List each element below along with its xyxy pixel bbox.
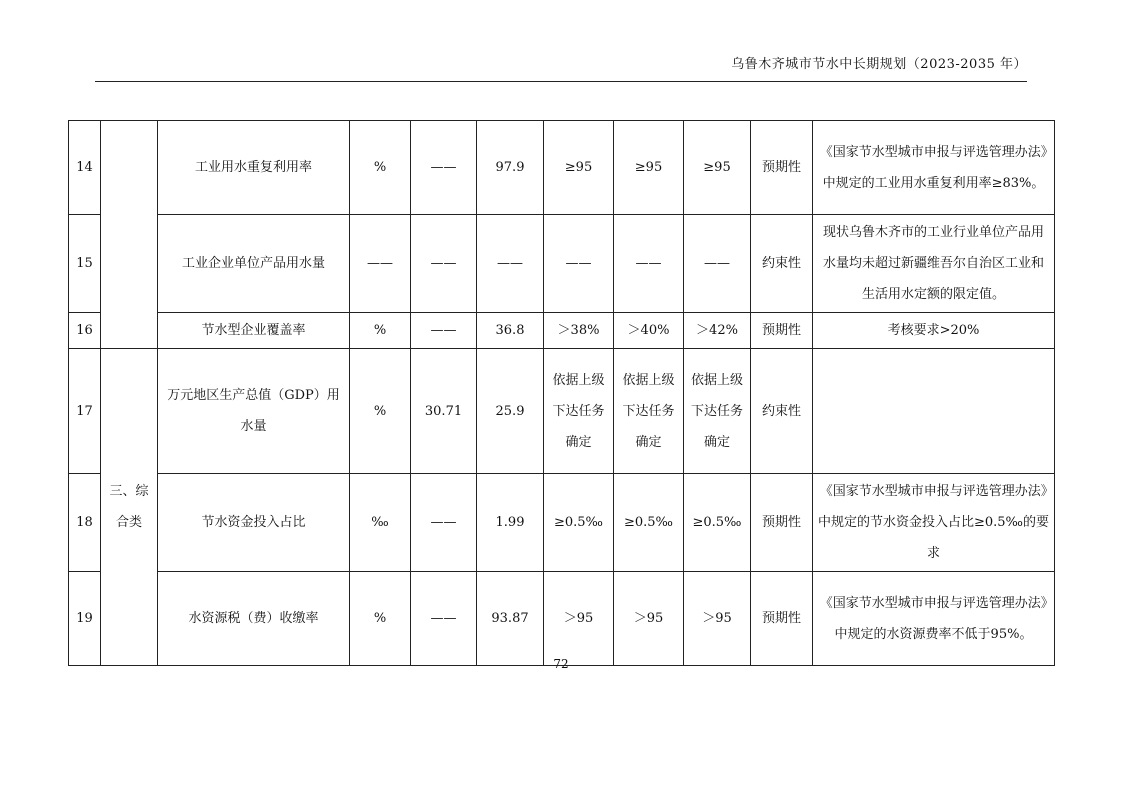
header-rule [95,81,1027,82]
target-cell: ≥95 [544,121,614,215]
indicator-type: 预期性 [751,313,813,349]
indicator-name: 节水型企业覆盖率 [158,313,350,349]
indicator-type: 约束性 [751,215,813,313]
indicator-name: 万元地区生产总值（GDP）用水量 [158,349,350,474]
target-cell: 依据上级下达任务确定 [614,349,684,474]
target-cell: ＞42% [684,313,751,349]
value-cell: —— [477,215,544,313]
value-cell: 1.99 [477,474,544,572]
indicator-type: 预期性 [751,474,813,572]
value-cell: 25.9 [477,349,544,474]
running-header: 乌鲁木齐城市节水中长期规划（2023-2035 年） [731,57,1027,72]
target-cell: —— [684,215,751,313]
row-number: 17 [69,349,101,474]
value-cell: 93.87 [477,572,544,666]
indicator-name: 水资源税（费）收缴率 [158,572,350,666]
indicator-table [68,120,1055,666]
value-cell: —— [411,121,477,215]
indicator-type: 预期性 [751,121,813,215]
indicator-type: 预期性 [751,572,813,666]
table-row [69,572,1055,666]
indicator-name: 工业企业单位产品用水量 [158,215,350,313]
row-number: 16 [69,313,101,349]
row-number: 15 [69,215,101,313]
indicator-type: 约束性 [751,349,813,474]
table-row [69,313,1055,349]
page-number: 72 [553,657,569,671]
note-cell: 现状乌鲁木齐市的工业行业单位产品用水量均未超过新疆维吾尔自治区工业和生活用水定额的限定值。 [813,215,1055,313]
indicator-name: 工业用水重复利用率 [158,121,350,215]
unit-cell: ‰ [350,474,411,572]
value-cell: —— [411,572,477,666]
value-cell: 36.8 [477,313,544,349]
unit-cell: % [350,349,411,474]
target-cell: —— [544,215,614,313]
row-number: 14 [69,121,101,215]
value-cell: —— [411,313,477,349]
target-cell: ≥95 [684,121,751,215]
value-cell: 97.9 [477,121,544,215]
target-cell: ≥0.5‰ [684,474,751,572]
target-cell: ≥95 [614,121,684,215]
row-number: 19 [69,572,101,666]
table-row [69,215,1055,313]
target-cell: —— [614,215,684,313]
value-cell: —— [411,215,477,313]
target-cell: ＞95 [614,572,684,666]
note-cell: 《国家节水型城市申报与评选管理办法》中规定的节水资金投入占比≥0.5‰的要求 [813,474,1055,572]
target-cell: ＞38% [544,313,614,349]
value-cell: —— [411,474,477,572]
target-cell: ＞95 [684,572,751,666]
value-cell: 30.71 [411,349,477,474]
indicator-name: 节水资金投入占比 [158,474,350,572]
target-cell: ≥0.5‰ [544,474,614,572]
category-cell-continued [101,121,158,349]
note-cell: 考核要求>20% [813,313,1055,349]
unit-cell: —— [350,215,411,313]
target-cell: ＞40% [614,313,684,349]
note-cell: 《国家节水型城市申报与评选管理办法》中规定的工业用水重复利用率≥83%。 [813,121,1055,215]
target-cell: ≥0.5‰ [614,474,684,572]
table-row [69,474,1055,572]
target-cell: 依据上级下达任务确定 [544,349,614,474]
unit-cell: % [350,572,411,666]
target-cell: 依据上级下达任务确定 [684,349,751,474]
unit-cell: % [350,313,411,349]
unit-cell: % [350,121,411,215]
note-cell [813,349,1055,474]
table-row [69,121,1055,215]
category-cell: 三、综合类 [101,349,158,666]
table-row [69,349,1055,474]
target-cell: ＞95 [544,572,614,666]
note-cell: 《国家节水型城市申报与评选管理办法》中规定的水资源费率不低于95%。 [813,572,1055,666]
row-number: 18 [69,474,101,572]
